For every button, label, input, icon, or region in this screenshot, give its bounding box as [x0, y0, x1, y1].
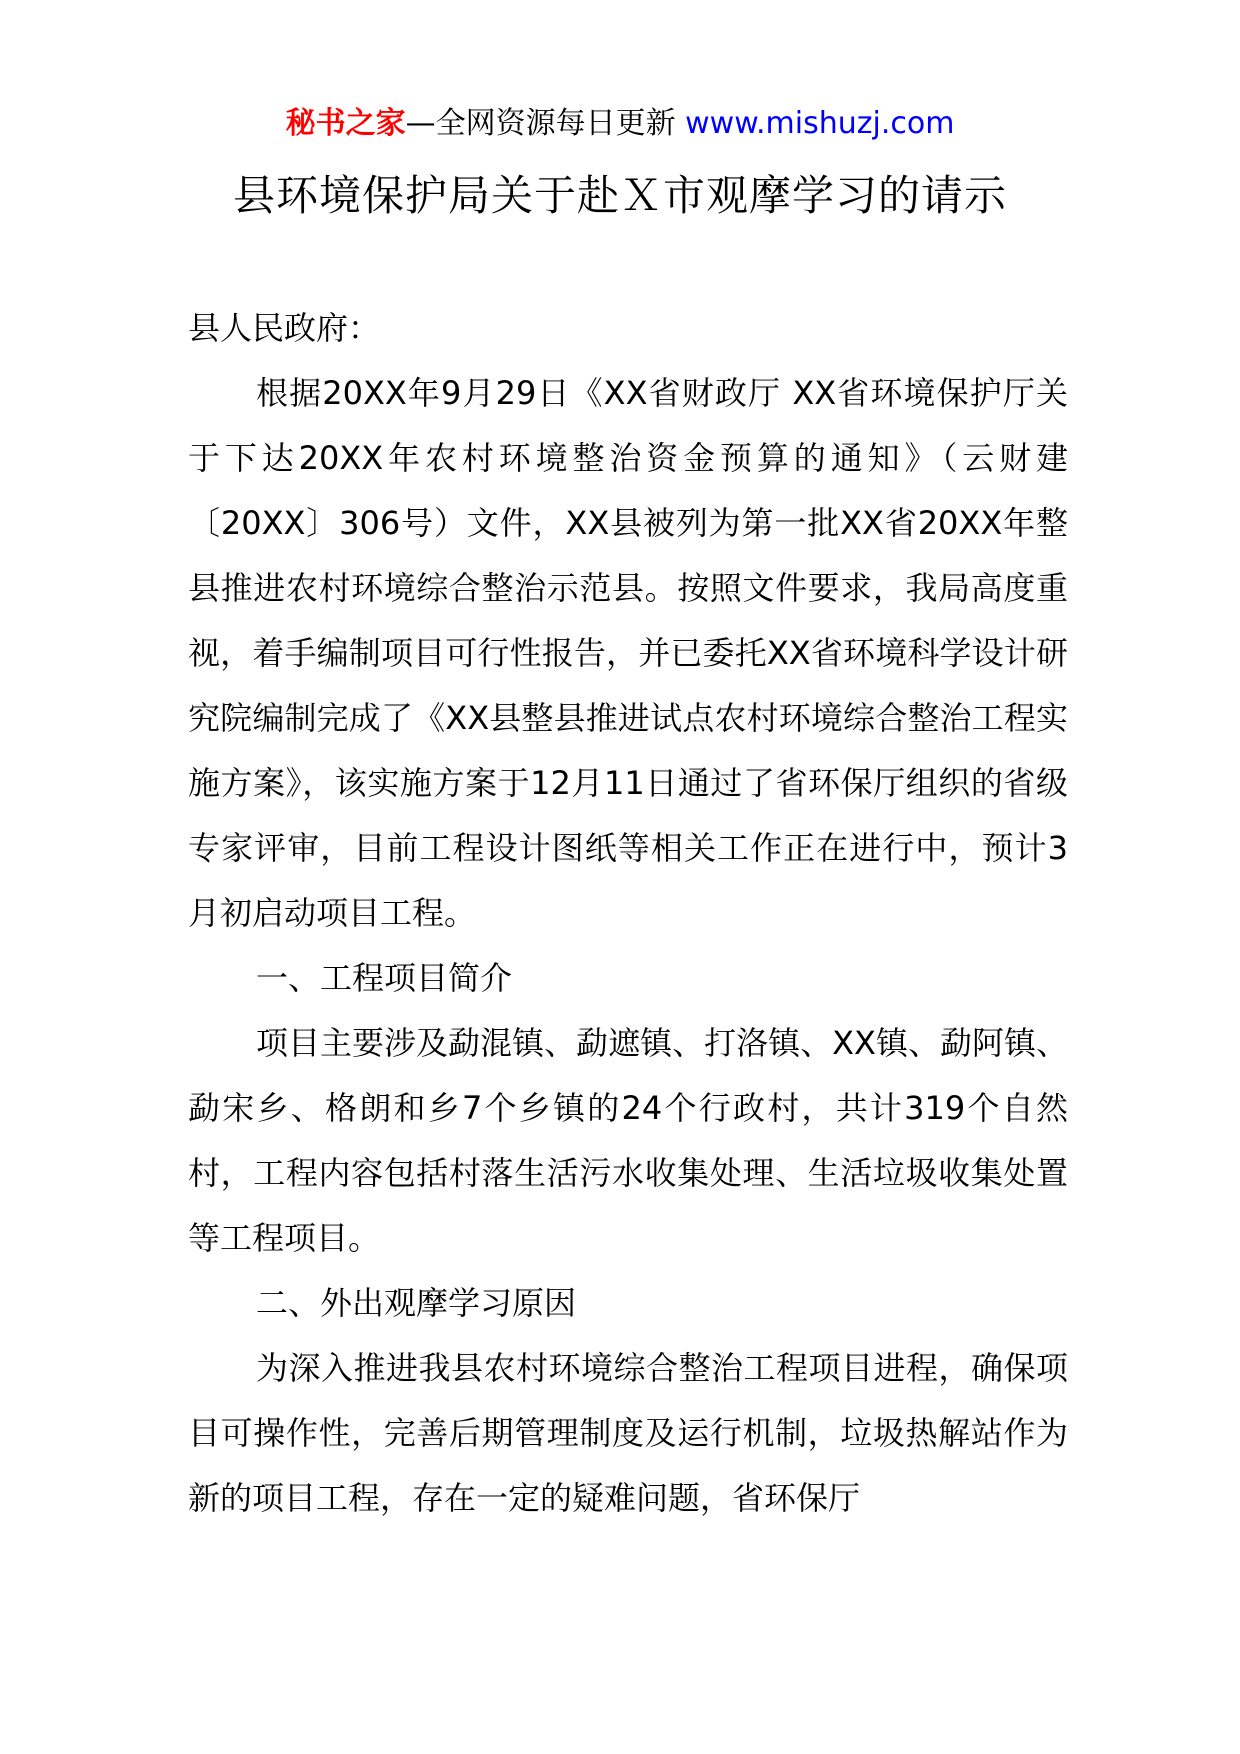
paragraph-study-reason: 为深入推进我县农村环境综合整治工程项目进程，确保项目可操作性，完善后期管理制度及运行机制，垃圾热解站作为新的项目工程，存在一定的疑难问题，省环保厅	[188, 1349, 1068, 1517]
salutation: 县人民政府：	[188, 309, 381, 347]
document-title: 县环境保护局关于赴Ｘ市观摩学习的请示	[232, 171, 1007, 220]
site-tagline: —全网资源每日更新	[405, 106, 676, 141]
site-url-link[interactable]: www.mishuzj.com	[685, 106, 955, 141]
section-heading-study-reason: 二、外出观摩学习原因	[256, 1284, 577, 1322]
paragraph-background: 根据20XX年9月29日《XX省财政厅 XX省环境保护厅关于下达20XX年农村环境整治资金预算的通知》（云财建〔20XX〕306号）文件，XX县被列为第一批XX省20XX年整县推进农村环境综合整治示范县。按照文件要求，我局高度重视，着手编制项目可行性报告，并已委托XX省环境科学设计研究院编制完成了《XX县整县推进试点农村环境综合整治工程实施方案》，该实施方案于12月11日通过了省环保厅组织的省级专家评审，目前工程设计图纸等相关工作正在进行中，预计3月初启动项目工程。	[188, 374, 1068, 932]
paragraph-project-intro: 项目主要涉及勐混镇、勐遮镇、打洛镇、XX镇、勐阿镇、勐宋乡、格朗和乡7个乡镇的24个行政村，共计319个自然村，工程内容包括村落生活污水收集处理、生活垃圾收集处置等工程项目。	[188, 1024, 1068, 1257]
section-heading-project-intro: 一、工程项目简介	[256, 959, 513, 997]
document-body	[188, 296, 1068, 1531]
site-header	[0, 104, 1240, 144]
site-brand: 秘书之家	[285, 106, 406, 141]
